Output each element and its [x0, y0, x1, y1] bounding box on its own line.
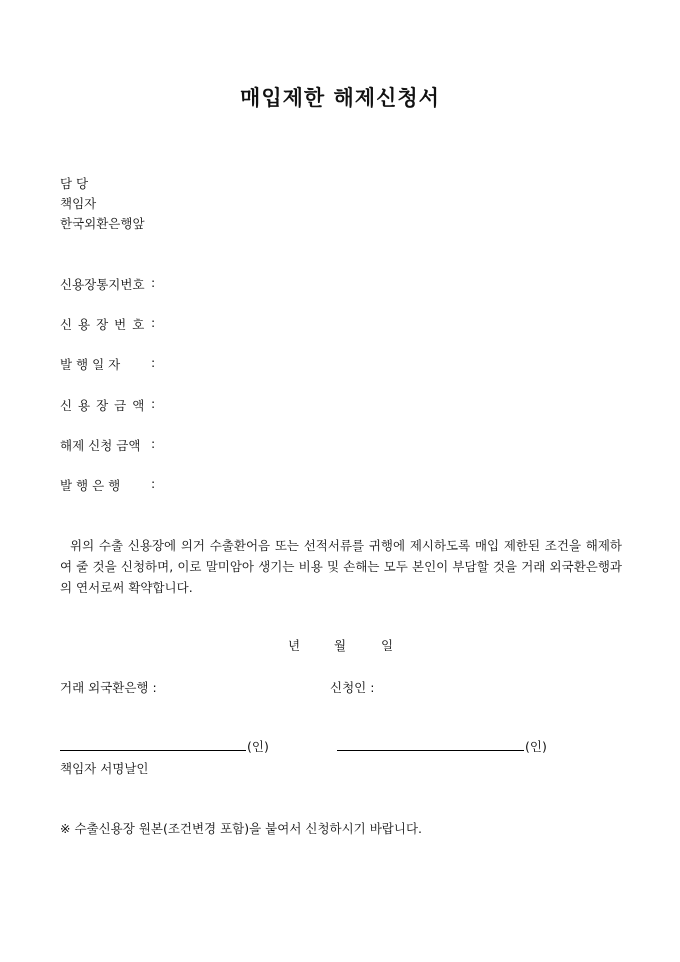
field-colon: : [151, 476, 156, 491]
bank-seal-mark: (인) [247, 739, 269, 754]
field-label-issue-date: 발 행 일 자 [60, 357, 121, 372]
bank-label: 거래 외국환은행 : [60, 680, 157, 695]
date-month: 월 [334, 638, 347, 653]
applicant-label: 신청인 : [330, 680, 375, 695]
recipient-bank: 한국외환은행앞 [60, 216, 145, 231]
date-year: 년 [288, 638, 301, 653]
field-colon: : [151, 396, 156, 411]
page-title: 매입제한 해제신청서 [240, 85, 440, 110]
declaration-paragraph: 위의 수출 신용장에 의거 수출환어음 또는 선적서류를 귀행에 제시하도록 매입 제한된 조건을 해제하여 줄 것을 신청하며, 이로 말미암아 생기는 비용 및 손해는 모두 본인이 부담할 것을 거래 외국환은행과의 연서로써 확약합니다. [60, 538, 622, 595]
bank-signature-line [60, 750, 246, 751]
attachment-note: ※ 수출신용장 원본(조건변경 포함)을 붙여서 신청하시기 바랍니다. [60, 821, 422, 836]
field-colon: : [151, 436, 156, 451]
recipient-manager: 책임자 [60, 196, 97, 211]
field-label-release-amount: 해제 신청 금액 [60, 438, 141, 453]
field-colon: : [151, 315, 156, 330]
applicant-seal-mark: (인) [525, 739, 547, 754]
field-label-issuing-bank: 발 행 은 행 [60, 478, 121, 493]
field-label-lc-number: 신 용 장 번 호 [60, 317, 146, 332]
field-colon: : [151, 275, 156, 290]
field-colon: : [151, 355, 156, 370]
field-label-lc-notice-number: 신용장통지번호 [60, 277, 145, 292]
signature-caption: 책임자 서명날인 [60, 761, 149, 776]
applicant-signature-line [337, 750, 524, 751]
recipient-dept: 담 당 [60, 176, 89, 191]
date-day: 일 [381, 638, 394, 653]
field-label-lc-amount: 신 용 장 금 액 [60, 398, 146, 413]
